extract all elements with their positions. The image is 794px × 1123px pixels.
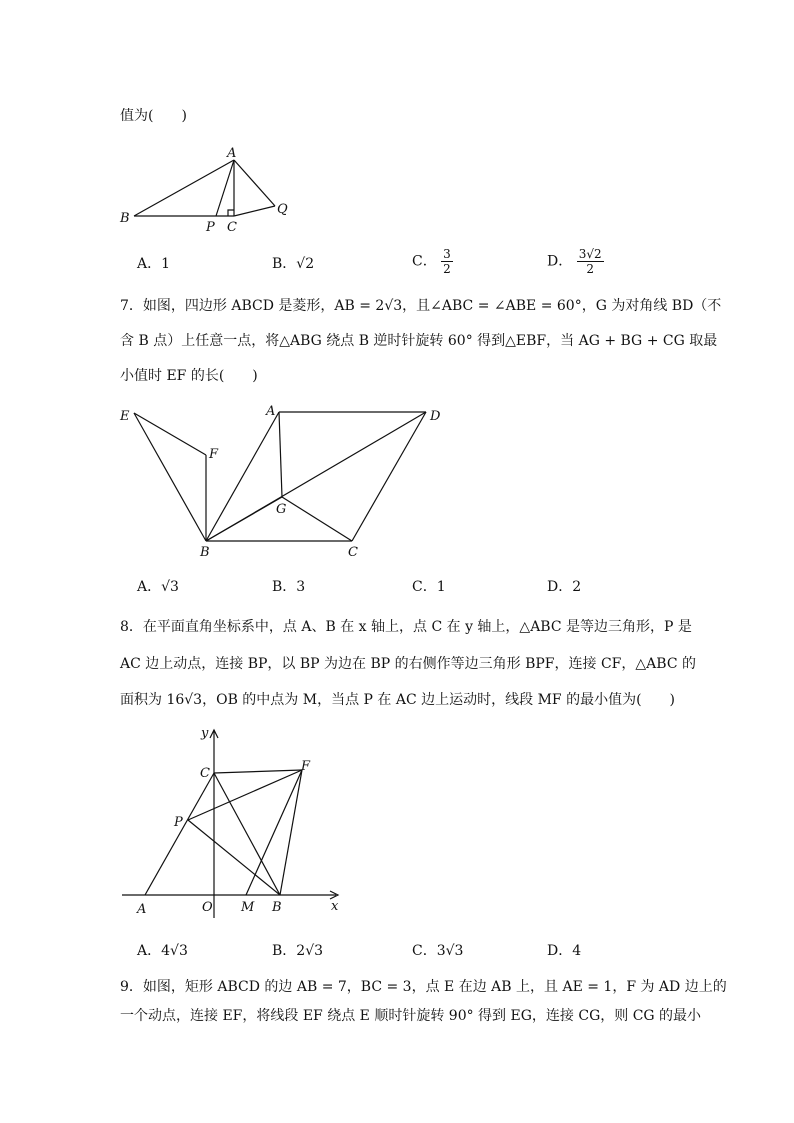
q9-line-2: 一个动点，连接 EF，将线段 EF 绕点 E 顺时针旋转 90° 得到 EG，连接 CG，则 CG 的最小 — [120, 1008, 702, 1024]
fig2-label-G: G — [276, 502, 287, 517]
q7-line-3: 小值时 EF 的长( ) — [120, 368, 258, 384]
q8-option-c: C．3√3 — [412, 943, 464, 959]
fig2-label-D: D — [430, 409, 441, 424]
q6-option-c-prefix: C． — [412, 253, 437, 270]
fig3-label-M: M — [241, 900, 255, 915]
figure-q7-lines — [134, 412, 426, 541]
fig3-label-x: x — [331, 899, 339, 914]
figure-q8-lines — [122, 730, 338, 918]
fig2-label-C: C — [348, 545, 358, 560]
fig3-label-O: O — [202, 900, 213, 915]
fig1-label-Q: Q — [277, 202, 288, 217]
fig2-label-A: A — [266, 404, 276, 419]
q8-option-d: D．4 — [547, 943, 582, 959]
fig2-label-E: E — [120, 409, 130, 424]
fig3-label-B: B — [272, 900, 282, 915]
q7-option-b: B．3 — [272, 579, 306, 595]
q6-option-d — [547, 247, 604, 276]
question-6-tail: 值为( ) — [120, 108, 187, 124]
q6-option-d-fraction — [577, 247, 604, 276]
q7-option-d: D．2 — [547, 579, 582, 595]
fig3-label-y: y — [201, 726, 209, 741]
q8-option-b: B．2√3 — [272, 943, 324, 959]
q6-option-d-prefix: D． — [547, 253, 573, 270]
q6-option-c-fraction — [441, 247, 453, 276]
q7-line-1: 7．如图，四边形 ABCD 是菱形，AB = 2√3，且∠ABC = ∠ABE = 60°，G 为对角线 BD（不 — [120, 298, 722, 314]
fig3-label-C: C — [200, 766, 210, 781]
fig3-label-F: F — [301, 759, 311, 774]
q6-d-numerator: 3√2 — [578, 247, 602, 261]
q7-option-c: C．1 — [412, 579, 446, 595]
q8-line-3: 面积为 16√3，OB 的中点为 M，当点 P 在 AC 边上运动时，线段 MF 的最小值为( ) — [120, 692, 676, 708]
q8-line-2: AC 边上动点，连接 BP，以 BP 为边在 BP 的右侧作等边三角形 BPF，连接 CF，△ABC 的 — [120, 656, 696, 672]
q6-option-b: B．√2 — [272, 256, 315, 272]
q6-d-denominator: 2 — [586, 262, 594, 276]
fig2-label-B: B — [200, 545, 210, 560]
fig1-label-P: P — [206, 220, 215, 235]
fig1-label-A: A — [227, 146, 237, 161]
q6-option-a: A．1 — [137, 256, 171, 272]
fig3-label-P: P — [174, 815, 183, 830]
q7-line-2: 含 B 点）上任意一点，将△ABG 绕点 B 逆时针旋转 60° 得到△EBF，当 AG + BG + CG 取最 — [120, 333, 718, 349]
q8-option-a: A．4√3 — [137, 943, 188, 959]
fig3-label-A: A — [137, 902, 147, 917]
fig1-label-B: B — [120, 211, 130, 226]
q8-line-1: 8．在平面直角坐标系中，点 A、B 在 x 轴上，点 C 在 y 轴上，△ABC 是等边三角形，P 是 — [120, 619, 692, 635]
q6-option-c — [412, 247, 453, 276]
q6-c-numerator: 3 — [443, 247, 451, 261]
q7-option-a: A．√3 — [137, 579, 179, 595]
fig1-label-C: C — [227, 220, 237, 235]
q9-line-1: 9．如图，矩形 ABCD 的边 AB = 7，BC = 3，点 E 在边 AB 上，且 AE = 1，F 为 AD 边上的 — [120, 979, 727, 995]
q6-c-denominator: 2 — [443, 262, 451, 276]
figure-q6-lines — [134, 160, 275, 216]
fig2-label-F: F — [209, 447, 219, 462]
